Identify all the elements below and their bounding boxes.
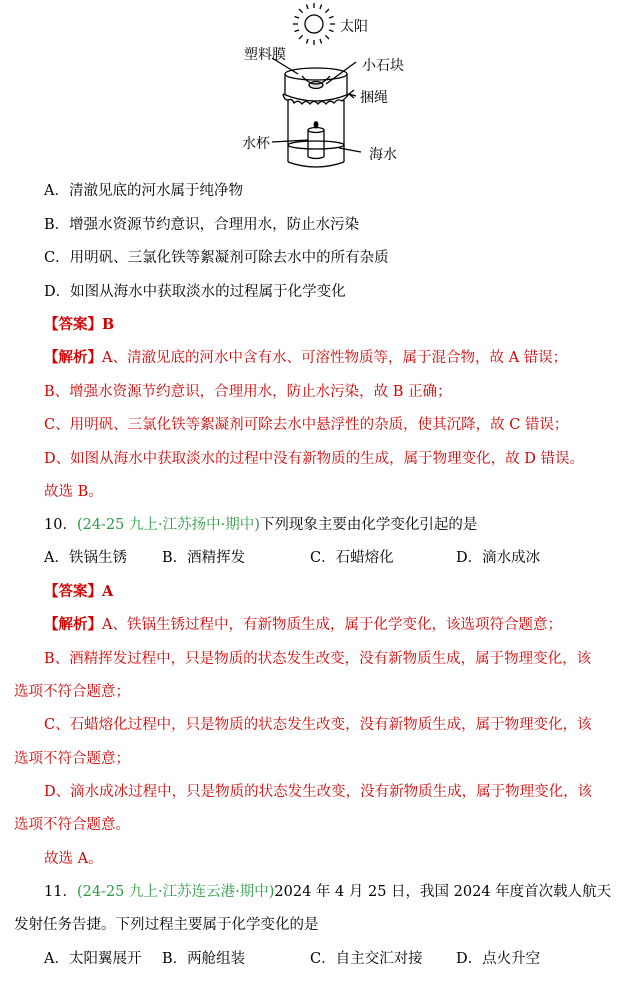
q10-option-d: D．滴水成冰	[456, 550, 541, 566]
answer-tag: 【答案】	[44, 583, 102, 600]
q9-analysis-d: D、如图从海水中获取淡水的过程中没有新物质的生成，属于物理变化，故 D 错误。	[44, 451, 584, 467]
label-seawater: 海水	[369, 147, 397, 163]
q10-analysis-d-1: D、滴水成冰过程中，只是物质的状态发生改变，没有新物质生成，属于物理变化，该	[44, 784, 593, 800]
experiment-figure	[236, 2, 416, 178]
q11-option-c: C．自主交汇对接	[310, 951, 423, 967]
q11-option-b: B．两舱组装	[162, 951, 246, 967]
question-number: 10．	[44, 517, 77, 533]
q9-option-a: A．清澈见底的河水属于纯净物	[44, 183, 243, 199]
q11-stem-line-2: 发射任务告捷。下列过程主要属于化学变化的是	[14, 917, 319, 933]
q11-option-d: D．点火升空	[456, 951, 541, 967]
q10-analysis-c-1: C、石蜡熔化过程中，只是物质的状态发生改变，没有新物质生成，属于物理变化，该	[44, 717, 592, 733]
q10-conclusion: 故选 A。	[44, 851, 103, 867]
q9-analysis-a	[44, 348, 567, 368]
q9-conclusion: 故选 B。	[44, 484, 103, 500]
analysis-tag: 【解析】	[44, 349, 102, 366]
analysis-text: A、清澈见底的河水中含有水、可溶性物质等，属于混合物，故 A 错误；	[102, 350, 568, 366]
q9-analysis-c: C、用明矾、三氯化铁等絮凝剂可除去水中悬浮性的杂质，使其沉降，故 C 错误；	[44, 417, 569, 433]
label-rope: 捆绳	[360, 90, 388, 106]
q10-stem	[44, 515, 477, 535]
q11-option-a: A．太阳翼展开	[44, 951, 142, 967]
answer-value: B	[102, 316, 115, 333]
q9-analysis-b: B、增强水资源节约意识，合理用水，防止水污染，故 B 正确；	[44, 384, 452, 400]
q11-stem-line-1	[44, 882, 611, 902]
q9-option-c: C．用明矾、三氯化铁等絮凝剂可除去水中的所有杂质	[44, 250, 389, 266]
question-source: (24-25 九上·江苏连云港·期中)	[76, 884, 275, 900]
q10-answer	[44, 582, 113, 602]
q9-option-b: B．增强水资源节约意识，合理用水，防止水污染	[44, 217, 360, 233]
label-cup: 水杯	[242, 136, 270, 152]
label-plastic-film: 塑料膜	[244, 47, 286, 63]
q10-analysis-b-2: 选项不符合题意；	[14, 684, 130, 700]
analysis-text: A、铁锅生锈过程中，有新物质生成，属于化学变化，该选项符合题意；	[102, 617, 562, 633]
jar	[272, 58, 361, 167]
q10-analysis-a	[44, 615, 562, 635]
answer-tag: 【答案】	[44, 316, 102, 333]
q10-analysis-d-2: 选项不符合题意。	[14, 817, 130, 833]
label-stone: 小石块	[362, 58, 404, 74]
q10-option-c: C．石蜡熔化	[310, 550, 394, 566]
question-source: (24-25 九上·江苏扬中·期中)	[76, 517, 260, 533]
question-number: 11．	[44, 884, 77, 900]
answer-value: A	[102, 583, 114, 600]
q9-answer	[44, 315, 114, 335]
q10-analysis-c-2: 选项不符合题意；	[14, 751, 130, 767]
analysis-tag: 【解析】	[44, 616, 102, 633]
question-text: 2024 年 4 月 25 日，我国 2024 年度首次载人航天	[274, 884, 612, 900]
label-sun: 太阳	[340, 19, 368, 35]
q9-option-d: D．如图从海水中获取淡水的过程属于化学变化	[44, 284, 346, 300]
q10-analysis-b-1: B、酒精挥发过程中，只是物质的状态发生改变，没有新物质生成，属于物理变化，该	[44, 651, 592, 667]
q10-option-a: A．铁锅生锈	[44, 550, 127, 566]
sun-icon	[293, 3, 335, 45]
q10-option-b: B．酒精挥发	[162, 550, 246, 566]
question-text: 下列现象主要由化学变化引起的是	[259, 517, 478, 533]
